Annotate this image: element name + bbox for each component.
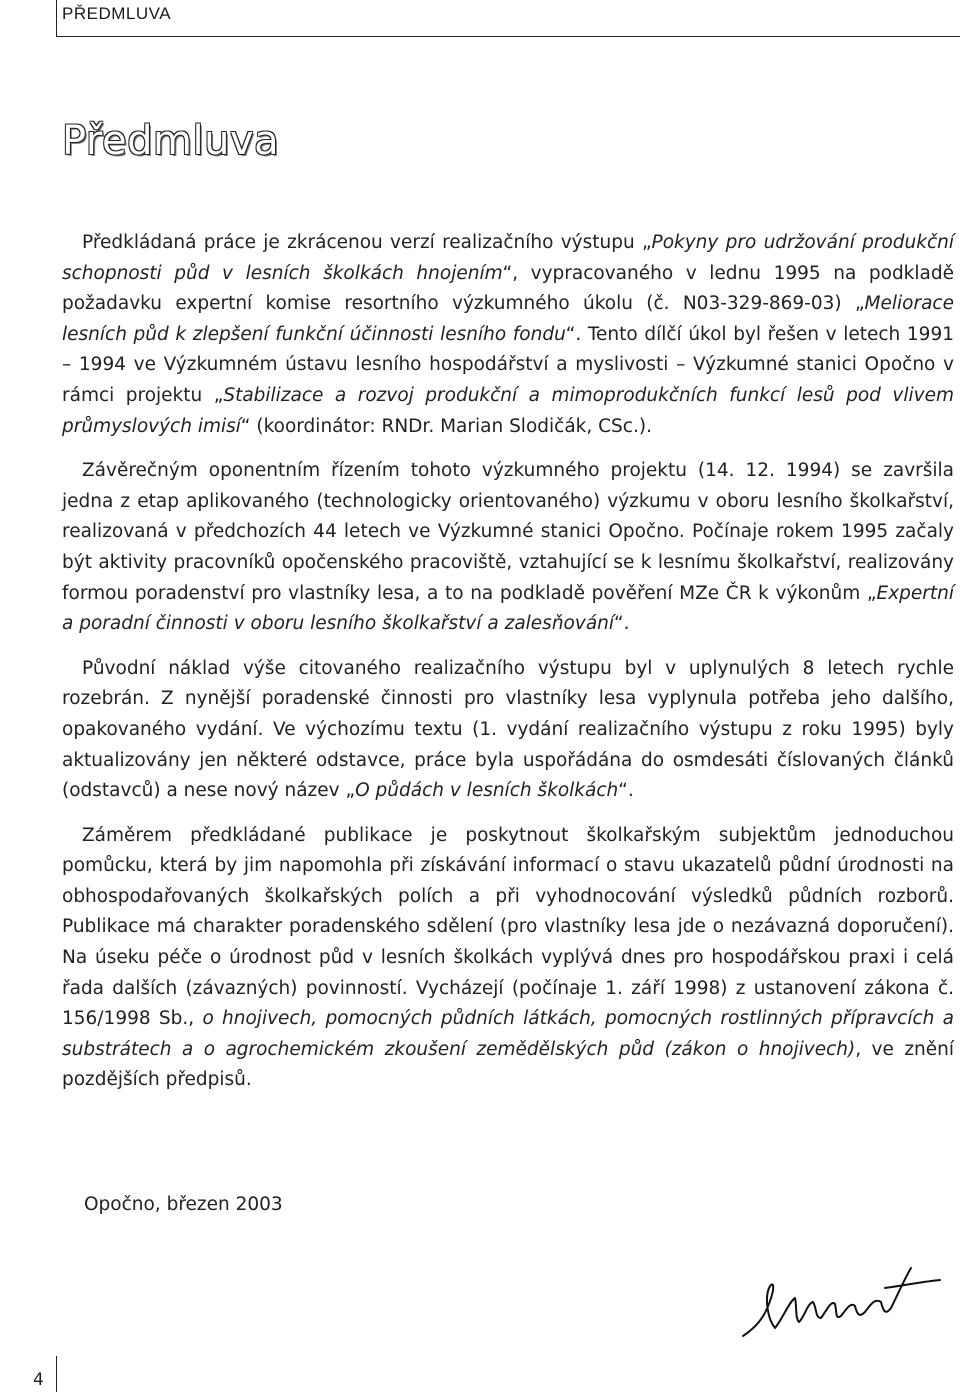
paragraph-3: [62, 654, 954, 807]
italic-text-segment: O půdách v lesních školkách: [355, 780, 619, 802]
italic-text-segment: Pokyny pro udržování produkční schopnosti půd v lesních školkách hnojením: [62, 232, 954, 284]
body-text: [62, 228, 954, 1110]
text-segment: “ (koordinátor: RNDr. Marian Slodičák, CSc.).: [240, 415, 652, 437]
header-horizontal-rule: [56, 36, 960, 37]
paragraph-4: [62, 821, 954, 1096]
text-segment: Záměrem předkládané publikace je poskytnout školkařským subjektům jednoduchou pomůcku, která by jim napomohla při získávání informací o stavu ukazatelů půdní úrodnosti na obhospodařovaných školkařských polích a při vyhodnocování výsledků půdních rozborů. Publikace má charakter poradenského sdělení (pro vlastníky lesa jde o nezávazná doporučení). Na úseku péče o úrodnost půd v lesních školkách vyplývá dnes pro hospodářskou praxi i celá řada dalších (závazných) povinností. Vycházejí (počínaje 1. září 1998) z ustanovení zákona č. 156/1998 Sb.,: [62, 824, 954, 1030]
text-segment: “.: [614, 613, 630, 635]
text-segment: “. Tento dílčí úkol byl řešen v letech 1991 – 1994 ve Výzkumném ústavu lesního hospodářství a myslivosti – Výzkumné stanici Opočno v rámci projektu „: [62, 323, 954, 406]
text-segment: “.: [618, 780, 634, 802]
header-vertical-rule: [56, 0, 57, 36]
italic-text-segment: o hnojivech, pomocných půdních látkách, pomocných rostlinných přípravcích a substrátech a o agrochemickém zkoušení zemědělských půd (zákon o hnojivech): [62, 1008, 954, 1060]
text-segment: “, vypracovaného v lednu 1995 na podkladě požadavku expertní komise resortního výzkumného úkolu (č. N03-329-869-03) „: [62, 262, 955, 315]
italic-text-segment: Meliorace lesních půd k zlepšení funkční účinnosti lesního fondu: [62, 293, 954, 345]
running-head: PŘEDMLUVA: [62, 4, 172, 23]
italic-text-segment: Stabilizace a rozvoj produkční a mimoprodukčních funkcí lesů pod vlivem průmyslových imisí: [62, 384, 954, 437]
italic-text-segment: Expertní a poradní činnosti v oboru lesního školkařství a zalesňování: [62, 582, 954, 635]
folio-vertical-rule: [56, 1356, 57, 1392]
handwritten-signature: [735, 1258, 945, 1348]
page-title: Předmluva: [62, 118, 280, 164]
text-segment: Původní náklad výše citovaného realizačního výstupu byl v uplynulých 8 letech rychle rozebrán. Z nynější poradenské činnosti pro vlastníky lesa vyplynula potřeba jeho dalšího, opakovaného vydání. Ve výchozímu textu (1. vydání realizačního výstupu z roku 1995) byly aktualizovány jen některé odstavce, práce byla uspořádána do osmdesáti číslovaných článků (odstavců) a nese nový název „: [62, 657, 954, 802]
place-date: Opočno, březen 2003: [84, 1194, 283, 1215]
paragraph-2: [62, 456, 954, 640]
text-segment: , ve znění pozdějších předpisů.: [62, 1038, 955, 1091]
text-segment: Závěrečným oponentním řízením tohoto výzkumného projektu (14. 12. 1994) se završila jedna z etap aplikovaného (technologicky orientovaného) výzkumu v oboru lesního školkařství, realizovaná v předchozích 44 letech ve Výzkumné stanici Opočno. Počínaje rokem 1995 začaly být aktivity pracovníků opočenského pracoviště, vztahující se k lesnímu školkařství, realizovány formou poradenství pro vlastníky lesa, a to na podkladě pověření MZe ČR k výkonům „: [62, 460, 954, 604]
paragraph-1: [62, 228, 954, 442]
text-segment: Předkládaná práce je zkrácenou verzí realizačního výstupu „: [82, 232, 652, 253]
page-number: 4: [33, 1370, 44, 1390]
